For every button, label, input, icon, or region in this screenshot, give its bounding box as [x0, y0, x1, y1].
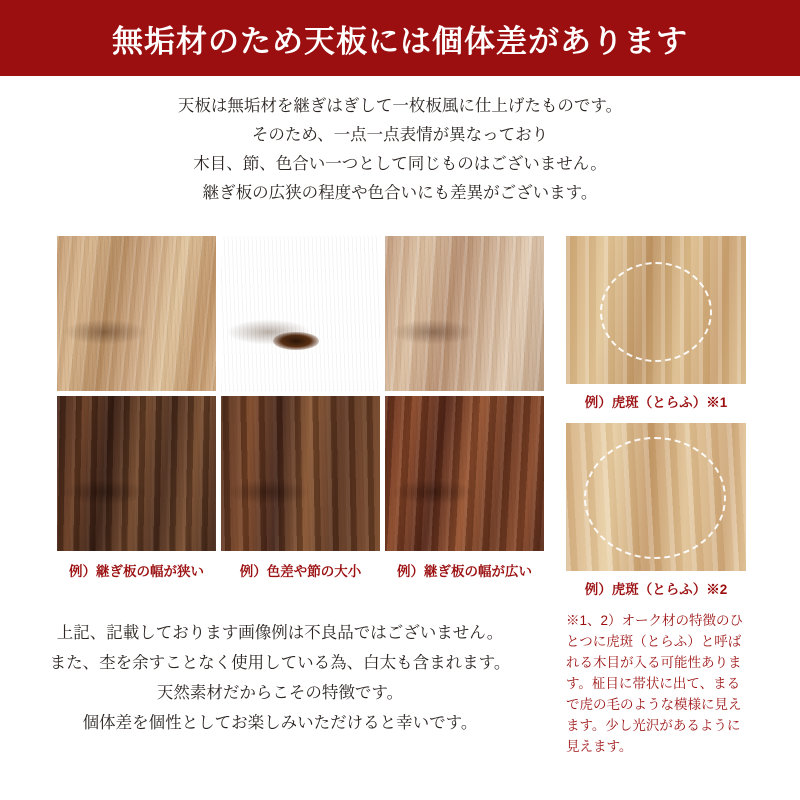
intro-line: そのため、一点一点表情が異なっており [251, 126, 549, 144]
gallery-row-top [57, 236, 545, 391]
intro-line: 継ぎ板の広狭の程度や色合いにも差異がございます。 [202, 184, 598, 202]
gallery-caption: 例）継ぎ板の幅が広い [397, 564, 532, 579]
gallery-caption: 例）継ぎ板の幅が狭い [69, 564, 204, 579]
intro-paragraph [0, 92, 800, 208]
footer-line: 天然素材だからこその特徴です。 [156, 684, 404, 702]
wood-photo-oak-mid [221, 236, 380, 391]
footer-line: 個体差を個性としてお楽しみいただけると幸いです。 [82, 714, 478, 732]
intro-line: 木目、節、色合い一つとして同じものはございません。 [193, 155, 607, 173]
torafu-caption-2: 例）虎斑（とらふ）※2 [584, 582, 728, 597]
wood-photo-walnut-red [385, 396, 544, 551]
torafu-photo-2 [566, 423, 746, 571]
gallery-row-bottom [57, 396, 545, 551]
footer-line: また、杢を余すことなく使用している為、白太も含まれます。 [49, 654, 511, 672]
torafu-column [566, 236, 746, 757]
gallery-caption: 例）色差や節の大小 [239, 564, 362, 579]
wood-photo-oak-light [57, 236, 216, 391]
gallery-captions [57, 560, 545, 580]
intro-line: 天板は無垢材を継ぎはぎして一枚板風に仕上げたものです。 [177, 97, 623, 115]
highlight-ellipse-icon [584, 437, 726, 559]
wood-photo-walnut-mid [221, 396, 380, 551]
footer-paragraph [20, 618, 540, 738]
footer-line: 上記、記載しております画像例は不良品ではございません。 [56, 624, 504, 642]
torafu-caption-1: 例）虎斑（とらふ）※1 [584, 395, 728, 410]
torafu-photo-1 [566, 236, 746, 384]
page-title: 無垢材のため天板には個体差があります [112, 23, 688, 59]
wood-sample-gallery [57, 236, 545, 551]
header-banner [0, 0, 800, 76]
torafu-note: ※1、2）オーク材の特徴のひとつに虎斑（とらふ）と呼ばれる木目が入る可能性あります。柾目に帯状に出て、まるで虎の毛のような模様に見えます。少し光沢があるように見えます。 [566, 613, 744, 754]
wood-photo-walnut-dark [57, 396, 216, 551]
highlight-ellipse-icon [600, 262, 712, 362]
wood-photo-oak-pale [385, 236, 544, 391]
